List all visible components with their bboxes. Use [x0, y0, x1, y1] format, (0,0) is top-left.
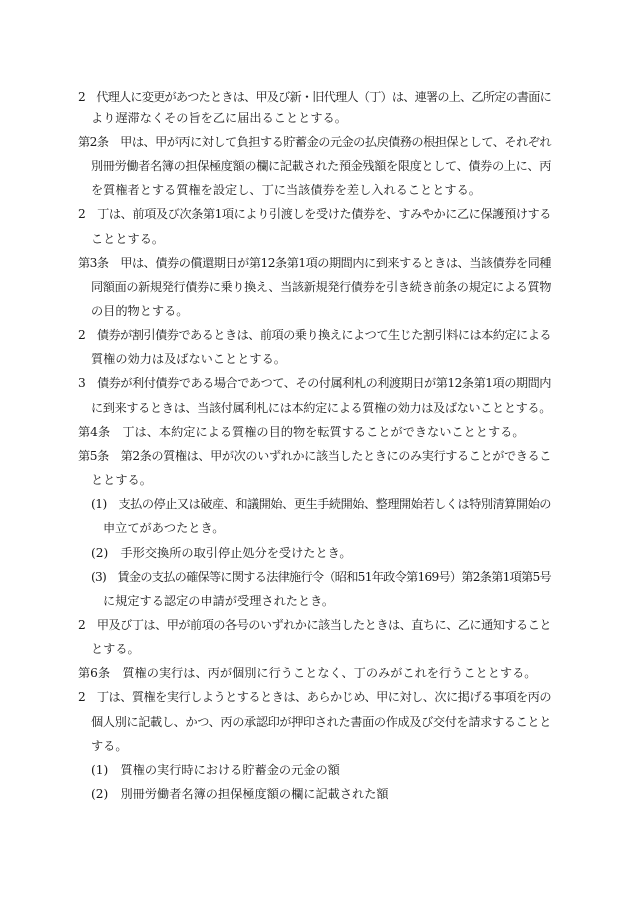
document-line: (3) 賃金の支払の確保等に関する法律施行令（昭和51年政令第169号）第2条第1項第5号 — [91, 570, 551, 584]
document-line: (1) 支払の停止又は破産、和議開始、更生手続開始、整理開始若しくは特別清算開始の — [91, 497, 551, 511]
document-line: とする。 — [91, 642, 140, 656]
document-line: 第2条 甲は、甲が丙に対して負担する貯蓄金の元金の払戻債務の根担保として、それぞれ — [78, 135, 551, 149]
document-line: こととする。 — [91, 232, 165, 246]
document-line: (2) 別冊労働者名簿の担保極度額の欄に記載された額 — [91, 787, 389, 801]
document-line: に規定する認定の申請が受理されたとき。 — [103, 594, 335, 608]
document-line: 別冊労働者名簿の担保極度額の欄に記載された預金残額を限度として、債券の上に、丙 — [91, 159, 551, 173]
document-line: 2 丁は、前項及び次条第1項により引渡しを受けた債券を、すみやかに乙に保護預けする — [78, 207, 551, 221]
document-line: より遅滞なくその旨を乙に届出ることとする。 — [91, 111, 347, 125]
document-line: (1) 質権の実行時における貯蓄金の元金の額 — [91, 763, 340, 777]
document-line: する。 — [91, 739, 128, 753]
document-line: 2 丁は、質権を実行しようとするときは、あらかじめ、甲に対し、次に掲げる事項を丙の — [78, 690, 551, 704]
document-line: 質権の効力は及ばないこととする。 — [91, 352, 286, 366]
document-line: ととする。 — [91, 473, 152, 487]
document-line: を質権者とする質権を設定し、丁に当該債券を差し入れることとする。 — [91, 183, 481, 197]
document-line: に到来するときは、当該付属利札には本約定による質権の効力は及ばないこととする。 — [91, 401, 551, 415]
document-line: (2) 手形交換所の取引停止処分を受けたとき。 — [91, 546, 352, 560]
document-line: 申立てがあつたとき。 — [103, 521, 225, 535]
document-line: 2 債券が割引債券であるときは、前項の乗り換えによつて生じた割引料には本約定による — [78, 328, 551, 342]
document-line: 第3条 甲は、債券の償還期日が第12条第1項の期間内に到来するときは、当該債券を同種 — [78, 256, 551, 270]
document-line: 2 代理人に変更があつたときは、甲及び新・旧代理人（丁）は、連署の上、乙所定の書面に — [78, 90, 551, 104]
document-line: 個人別に記載し、かつ、丙の承認印が押印された書面の作成及び交付を請求することと — [91, 715, 551, 729]
document-line: 第4条 丁は、本約定による質権の目的物を転質することができないこととする。 — [78, 425, 525, 439]
document-line: 第6条 質権の実行は、丙が個別に行うことなく、丁のみがこれを行うこととする。 — [78, 666, 537, 680]
document-line: 同額面の新規発行債券に乗り換え、当該新規発行債券を引き続き前条の規定による質物 — [91, 280, 551, 294]
document-line: 第5条 第2条の質権は、甲が次のいずれかに該当したときにのみ実行することができるこ — [78, 449, 551, 463]
document-line: の目的物とする。 — [91, 304, 189, 318]
document-line: 2 甲及び丁は、甲が前項の各号のいずれかに該当したときは、直ちに、乙に通知すること — [78, 618, 551, 632]
document-line: 3 債券が利付債券である場合であつて、その付属利札の利渡期日が第12条第1項の期間内 — [78, 376, 551, 390]
